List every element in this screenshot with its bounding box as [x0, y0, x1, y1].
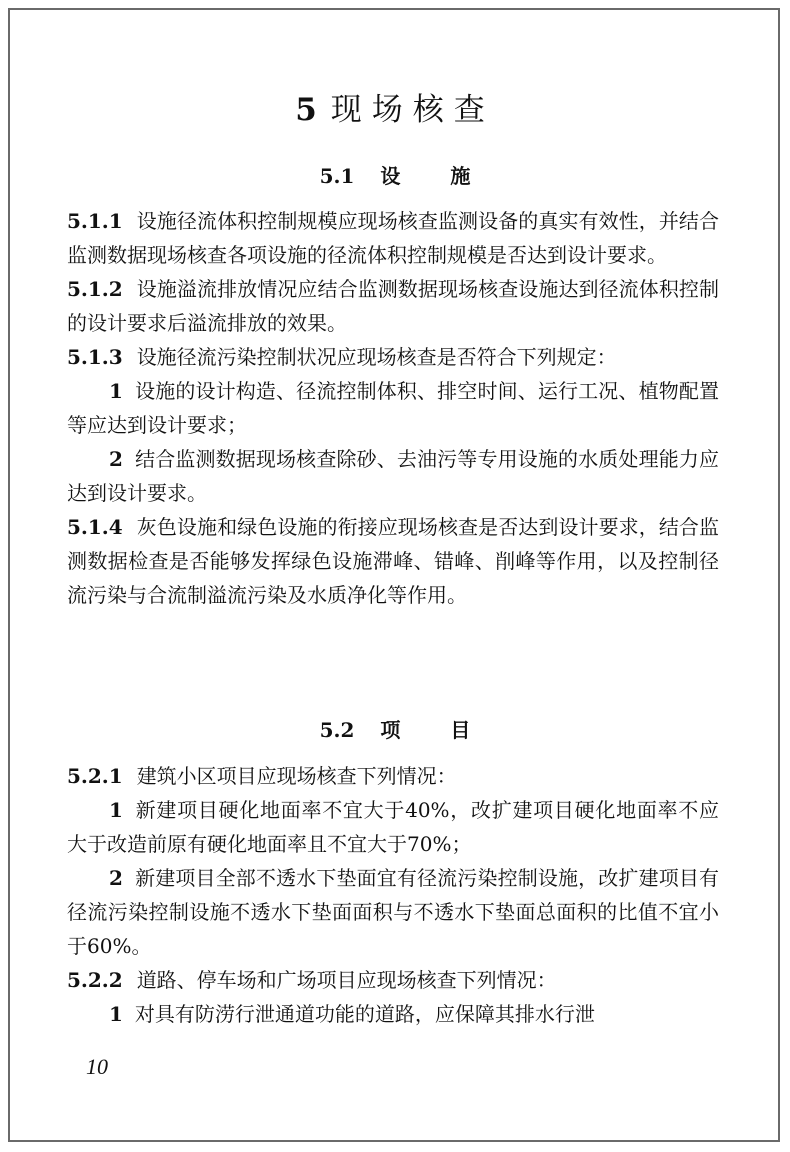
clause-text: 道路、停车场和广场项目应现场核查下列情况：	[136, 968, 557, 992]
section-body-5-1	[67, 204, 719, 612]
list-item-5-2-1-2	[67, 861, 719, 963]
clause-5-1-4	[67, 510, 719, 612]
list-item-5-2-1-1	[67, 793, 719, 861]
clause-number: 5.1.2	[67, 277, 123, 301]
list-item-5-1-3-2	[67, 442, 719, 510]
list-item-5-2-2-1	[67, 997, 719, 1031]
item-number: 2	[109, 447, 123, 471]
item-text: 结合监测数据现场核查除砂、去油污等专用设施的水质处理能力应达到设计要求。	[67, 447, 719, 505]
page-number: 10	[86, 1054, 108, 1079]
chapter-title	[0, 84, 790, 129]
clause-text: 设施径流污染控制状况应现场核查是否符合下列规定：	[136, 345, 617, 369]
chapter-title-text: 现场核查	[330, 92, 495, 128]
section-number: 5.2	[319, 718, 355, 742]
clause-text: 灰色设施和绿色设施的衔接应现场核查是否达到设计要求，结合监测数据检查是否能够发挥绿色设施滞峰、错峰、削峰等作用，以及控制径流污染与合流制溢流污染及水质净化等作用。	[67, 515, 719, 607]
clause-text: 设施径流体积控制规模应现场核查监测设备的真实有效性，并结合监测数据现场核查各项设施的径流体积控制规模是否达到设计要求。	[67, 209, 719, 267]
clause-number: 5.2.2	[67, 968, 123, 992]
clause-5-1-1	[67, 204, 719, 272]
item-number: 2	[109, 866, 123, 890]
section-body-5-2	[67, 759, 719, 1031]
clause-5-1-3	[67, 340, 719, 374]
section-title: 项目	[380, 718, 521, 742]
clause-number: 5.2.1	[67, 764, 123, 788]
item-text: 设施的设计构造、径流控制体积、排空时间、运行工况、植物配置等应达到设计要求；	[67, 379, 719, 437]
section-title: 设施	[380, 164, 521, 188]
item-number: 1	[109, 1002, 123, 1026]
chapter-number: 5	[295, 92, 317, 128]
clause-text: 设施溢流排放情况应结合监测数据现场核查设施达到径流体积控制的设计要求后溢流排放的效果。	[67, 277, 719, 335]
item-number: 1	[109, 379, 123, 403]
clause-5-2-1	[67, 759, 719, 793]
list-item-5-1-3-1	[67, 374, 719, 442]
item-text: 新建项目硬化地面率不宜大于40%，改扩建项目硬化地面率不应大于改造前原有硬化地面率且不宜大于70%；	[67, 798, 719, 856]
item-text: 对具有防涝行泄通道功能的道路，应保障其排水行泄	[134, 1002, 595, 1026]
section-number: 5.1	[319, 164, 355, 188]
section-heading-5-2	[0, 714, 790, 743]
clause-text: 建筑小区项目应现场核查下列情况：	[136, 764, 457, 788]
section-heading-5-1	[0, 160, 790, 189]
clause-number: 5.1.3	[67, 345, 123, 369]
clause-number: 5.1.4	[67, 515, 123, 539]
clause-number: 5.1.1	[67, 209, 123, 233]
item-text: 新建项目全部不透水下垫面宜有径流污染控制设施，改扩建项目有径流污染控制设施不透水下垫面面积与不透水下垫面总面积的比值不宜小于60%。	[67, 866, 719, 958]
item-number: 1	[109, 798, 123, 822]
clause-5-2-2	[67, 963, 719, 997]
clause-5-1-2	[67, 272, 719, 340]
